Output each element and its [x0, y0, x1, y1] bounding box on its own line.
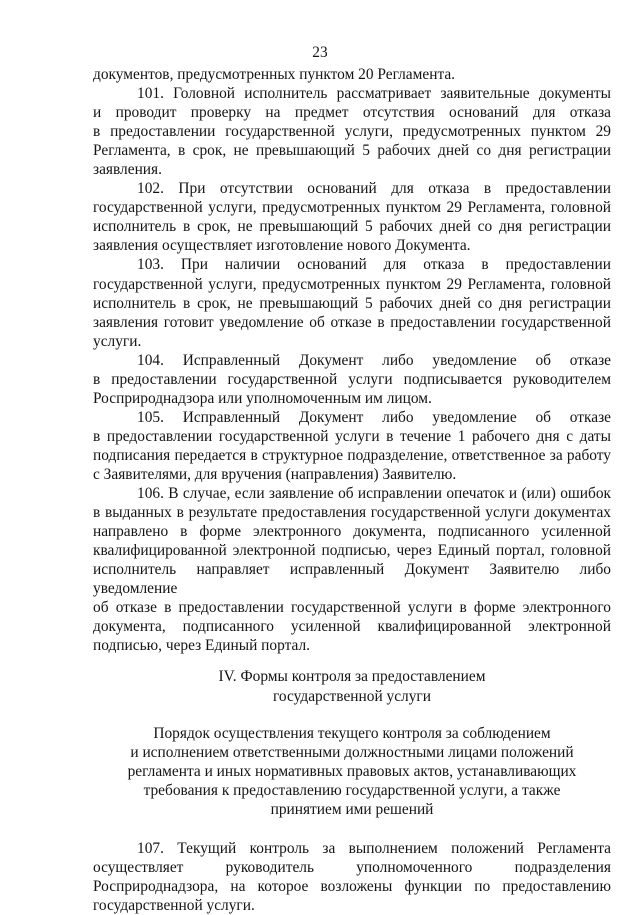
text-line: 105. Исправленный Документ либо уведомление об отказе	[137, 408, 611, 426]
text-line: направлено в форме электронного документа, подписанного усиленной	[93, 523, 611, 541]
text-line: государственной услуги, предусмотренных пунктом 29 Регламента, головной	[93, 199, 611, 217]
paragraph-107	[93, 839, 611, 915]
text-line: исполнитель в срок, не превышающий 5 рабочих дней со дня регистрации	[93, 294, 611, 312]
paragraph-105	[93, 408, 611, 484]
section-heading	[93, 667, 611, 705]
text-line: Регламента, в срок, не превышающий 5 рабочих дней со дня регистрации	[93, 142, 611, 160]
heading-line: Порядок осуществления текущего контроля за соблюдением	[153, 724, 551, 742]
heading-line: требования к предоставлению государственной услуги, а также	[143, 781, 561, 799]
text-line: заявления готовит уведомление об отказе в предоставлении государственной	[93, 313, 611, 331]
text-line: об отказе в предоставлении государственной услуги в форме электронного	[93, 599, 611, 617]
heading-line: государственной услуги	[273, 687, 431, 705]
heading-line: и исполнением ответственными должностными лицами положений	[130, 743, 574, 761]
text-line: в выданных в результате предоставления государственной услуги документах	[93, 504, 611, 522]
text-line: в предоставлении государственной услуги в течение 1 рабочего дня с даты	[93, 427, 611, 445]
text-line: государственной услуги.	[93, 896, 255, 914]
text-line: квалифицированной электронной подписью, через Единый портал, головной	[93, 542, 611, 560]
text-line: документа, подписанного усиленной квалифицированной электронной	[93, 618, 611, 636]
page-number: 23	[312, 44, 328, 61]
heading-line: регламента и иных нормативных правовых актов, устанавливающих	[127, 762, 577, 780]
heading-line: принятием ими решений	[270, 800, 434, 818]
text-line: исполнитель в срок, не превышающий 5 рабочих дней со дня регистрации	[93, 218, 611, 236]
heading-line: IV. Формы контроля за предоставлением	[218, 668, 486, 686]
text-line: исполнитель направляет исправленный Документ Заявителю либо уведомление	[93, 561, 611, 598]
text-line: 104. Исправленный Документ либо уведомление об отказе	[137, 351, 611, 369]
text-line: 103. При наличии оснований для отказа в предоставлении	[137, 256, 611, 274]
text-line: в предоставлении государственной услуги, предусмотренных пунктом 29	[93, 123, 611, 141]
text-line: государственной услуги, предусмотренных пунктом 29 Регламента, головной	[93, 275, 611, 293]
paragraph-103	[93, 255, 611, 350]
text-line: 107. Текущий контроль за выполнением положений Регламента	[137, 839, 611, 857]
text-line: подписью, через Единый портал.	[93, 637, 311, 655]
text-line: с Заявителями, для вручения (направления) Заявителю.	[93, 465, 457, 483]
paragraph-continuation	[93, 65, 611, 84]
text-line: и проводит проверку на предмет отсутствия оснований для отказа	[93, 104, 611, 122]
text-line: осуществляет руководитель уполномоченного подразделения	[93, 858, 611, 876]
text-line: Росприроднадзора или уполномоченным им лицом.	[93, 389, 432, 407]
paragraph-104	[93, 351, 611, 408]
document-body	[93, 65, 611, 915]
paragraph-106	[93, 484, 611, 655]
text-line: 106. В случае, если заявление об исправлении опечаток и (или) ошибок	[137, 485, 611, 503]
text-line: подписания передается в структурное подразделение, ответственное за работу	[93, 446, 611, 464]
text-line: заявления.	[93, 161, 162, 179]
text-line: документов, предусмотренных пунктом 20 Регламента.	[93, 66, 456, 83]
paragraph-102	[93, 179, 611, 255]
text-line: 102. При отсутствии оснований для отказа в предоставлении	[137, 180, 611, 198]
text-line: в предоставлении государственной услуги подписывается руководителем	[93, 370, 611, 388]
text-line: Росприроднадзора, на которое возложены функции по предоставлению	[93, 877, 611, 895]
paragraph-101	[93, 84, 611, 179]
text-line: 101. Головной исполнитель рассматривает заявительные документы	[137, 85, 611, 103]
text-line: заявления осуществляет изготовление нового Документа.	[93, 237, 471, 255]
sub-heading	[93, 724, 611, 819]
text-line: услуги.	[93, 332, 142, 350]
